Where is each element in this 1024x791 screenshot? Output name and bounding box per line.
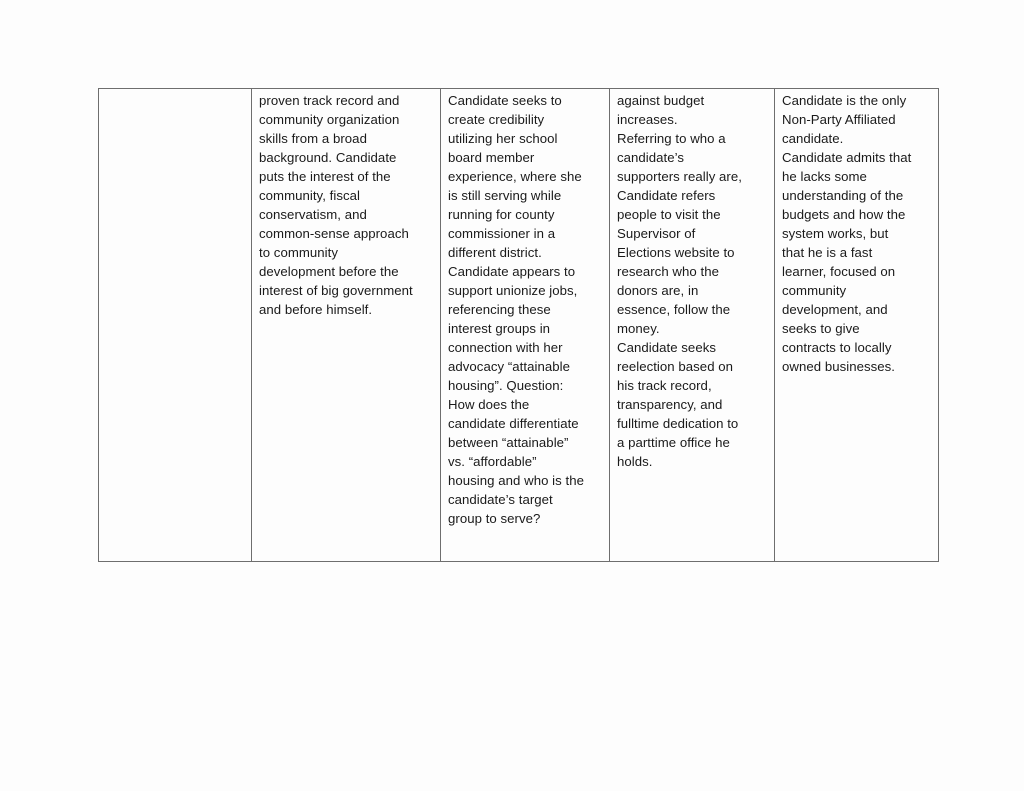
table-cell-candidate-1: proven track record and community organization skills from a broad background. Candidate puts the interest of the community, fiscal conservatism, and common-sense approach to community development before the interest of big government and before himself. — [252, 89, 441, 562]
candidate-notes-table — [98, 88, 939, 562]
table-cell-label — [99, 89, 252, 562]
table-row — [99, 89, 939, 562]
table-cell-candidate-2: Candidate seeks to create credibility utilizing her school board member experience, where she is still serving while running for county commissioner in a different district. Candidate appears to support unionize jobs, referencing these interest groups in connection with her advocacy “attainable housing”. Question: How does the candidate differentiate between “attainable” vs. “affordable” housing and who is the candidate’s target group to serve? — [441, 89, 610, 562]
table-cell-candidate-4: Candidate is the only Non-Party Affiliated candidate. Candidate admits that he lacks some understanding of the budgets and how the system works, but that he is a fast learner, focused on community development, and seeks to give contracts to locally owned businesses. — [775, 89, 939, 562]
table-cell-candidate-3: against budget increases. Referring to who a candidate’s supporters really are, Candidate refers people to visit the Supervisor of Elections website to research who the donors are, in essence, follow the money. Candidate seeks reelection based on his track record, transparency, and fulltime dedication to a parttime office he holds. — [610, 89, 775, 562]
